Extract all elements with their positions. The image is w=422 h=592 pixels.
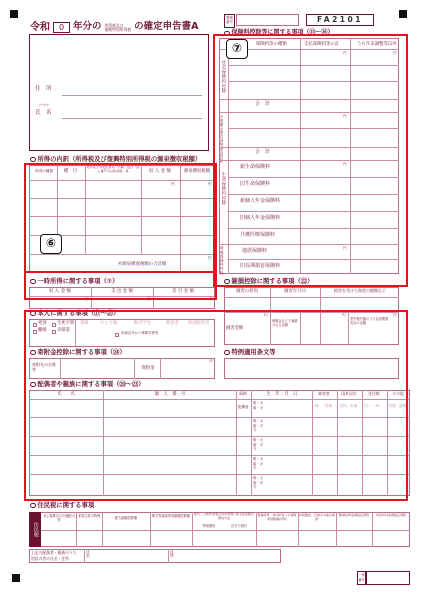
dependents-col-abroad: 国外居住 — [341, 391, 357, 396]
casualty-col-asset: 損害を受けた資産の種類など — [334, 288, 386, 293]
resident-col-prefecture: 都道府県条例指定寄附 — [338, 513, 369, 517]
insurance-section-title: 保険料控除等に関する事項（⑬〜⑯） — [224, 30, 334, 37]
yen-unit: 円 — [343, 246, 347, 250]
dependents-col-disability: 障害者 — [318, 391, 330, 396]
school-label: 年調以外かつ専修学校等 — [121, 331, 159, 335]
dependents-col-resident-tax: 住民税 — [368, 391, 380, 396]
insurance-col-type: 保険料等の種類 — [256, 42, 287, 47]
working-student-label: 勤労学生 — [134, 321, 152, 326]
yen-unit: 円 — [208, 256, 212, 260]
casualty-section-title: 雑損控除に関する事項（㉒） — [224, 278, 313, 285]
dependents-col-relation: 続柄 — [239, 391, 247, 396]
resident-col-stock-deduction: 株式等譲渡所得割額控除額 — [151, 514, 191, 518]
disability-tag: 障 — [315, 404, 319, 408]
resident-col-charity: 共同募金、日赤その他の寄附 — [299, 513, 336, 521]
resident-col-municipality: 市区町村条例指定寄附 — [375, 513, 406, 517]
lump-section-title: 一時所得に関する事項（⑦） — [30, 278, 118, 285]
era-label: 令和 — [30, 22, 50, 33]
life-row-pension-old: 旧個人年金保険料 — [240, 215, 281, 221]
resident-col-line — [102, 512, 103, 547]
lump-col-revenue: 収 入 金 額 — [49, 289, 71, 294]
dependents-col-number: 個 人 番 号 — [154, 392, 186, 397]
yen-unit: 円 — [343, 114, 347, 118]
yen-unit: 円 — [393, 51, 397, 55]
highlight-frame-6 — [24, 163, 217, 273]
casualty-col-cause: 損害の原因 — [236, 289, 258, 294]
income-col-payer: 給与などの支払者の「名称」及び「法人番号又は所在地」等 — [86, 165, 140, 173]
address-line — [62, 95, 202, 96]
yen-unit: 円 — [343, 51, 347, 55]
special-collection-label: 特別徴収 — [202, 524, 216, 528]
resident-col-hometown-donation: 都道府県、市区町村への寄附（特例控除対象） — [257, 513, 297, 521]
long-term-insurance-row: 旧長期損害保険料 — [240, 263, 281, 269]
spouse-label: 配偶者 — [238, 405, 249, 409]
social-insurance-label: 社会保険料控除 — [220, 60, 226, 94]
life-row-medical: 介護医療保険料 — [240, 232, 276, 238]
small-business-label: 小規模企業共済等掛金控除 — [220, 115, 225, 163]
life-insurance-group-label: 生命保険料控除 — [220, 172, 226, 206]
dependents-col-birthdate: 生 年 月 日 — [266, 392, 298, 397]
special-disabled-label: 特別障害者 — [188, 321, 210, 326]
divorced-label: 離婚 — [38, 328, 47, 333]
resident-col-dividend-deduction: 配当割額控除額 — [114, 516, 138, 520]
resident-side-label: 住民税 — [29, 512, 41, 547]
earthquake-group-label: 地震保険料控除 — [220, 246, 225, 275]
yen-unit: 円 — [343, 162, 347, 166]
personal-info-box — [29, 34, 209, 151]
highlight-frame-dependents — [24, 310, 408, 501]
reference-number-label: 整理 番号 — [224, 14, 235, 28]
income-col-withholding: 源泉徴収税額 — [183, 169, 211, 174]
resident-col-line — [336, 512, 337, 547]
lump-col-expense: 支 出 金 額 — [111, 289, 133, 294]
income-col-revenue: 収 入 金 額 — [149, 169, 171, 174]
era-options-row-5: 明・大 昭・平 令 — [253, 476, 264, 489]
withholding-total-label: ㊽源泉徴収税額の合計額 — [118, 262, 167, 267]
separate-address-label: 住所 — [170, 550, 176, 558]
life-row-new: 新生命保険料 — [240, 164, 271, 170]
donation-section-title: 寄附金控除に関する事項（㉔） — [30, 349, 126, 356]
title-main: の確定申告書A — [134, 21, 199, 33]
income-col-type: 所得の種類 — [35, 169, 53, 173]
name-label: 氏 名 — [35, 110, 52, 116]
title-small: 所得税及び 復興特別所得税 — [104, 22, 132, 32]
income-col-item: 種 目 — [63, 169, 78, 174]
badge-7: ⑦ — [226, 39, 248, 59]
era-options-row-3: 明・大 昭・平 令 — [253, 438, 264, 451]
yen-unit: 円 — [342, 313, 346, 317]
insurance-col-total: 支払保険料等の計 — [304, 42, 340, 47]
yen-unit: 円 — [209, 359, 213, 363]
small-total-label: 合 計 — [255, 149, 271, 155]
special-section-title: 特例適用条文等 — [224, 349, 276, 356]
serial-number-label: 一連 番号 — [357, 571, 366, 585]
separate-residence-divider — [168, 549, 169, 563]
resident-col-collection-method: 給与、公的年金等以外の所得に係る住民税の徴収方法 — [193, 512, 254, 520]
separate-residence-label: 上記の配偶者・親族のうち 別居の者の氏名・住所 — [31, 550, 77, 561]
widow-label: 寡婦 — [80, 321, 89, 326]
under16-tag: 16 — [375, 404, 380, 408]
self-payment-label: 自分で納付 — [231, 524, 247, 528]
casualty-disaster-label: 差引損失額のうち災害関連支出の金額 — [350, 317, 389, 325]
resident-circle-icon — [30, 503, 36, 509]
single-parent-label: ひとり親 — [100, 321, 118, 326]
resident-col-line — [372, 512, 373, 547]
era-options-row-1: 明・大 昭・平 — [253, 401, 264, 410]
furigana-label: フリガナ — [38, 103, 50, 107]
casualty-insurance-label: 保険金などで補填される金額 — [272, 319, 298, 327]
lump-col-difference: 差 引 金 額 — [172, 289, 194, 294]
casualty-col-date: 損害年月日 — [284, 289, 306, 294]
social-total-label: 合 計 — [255, 101, 271, 107]
insurance-col-nonyearend: うち年末調整等以外 — [357, 42, 397, 47]
resident-col-line — [256, 512, 257, 547]
casualty-loss-label: 損害金額 — [226, 326, 244, 331]
address-label: 住 所 — [35, 86, 52, 92]
era-options-row-4: 明・大 昭・平 令 — [253, 457, 264, 470]
badge-6: ⑥ — [40, 234, 62, 254]
separate-name-label: 氏名 — [86, 550, 92, 558]
income-section-title: 所得の内訳（所得税及び復興特別所得税の源泉徴収税額） — [30, 156, 201, 163]
life-row-pension-new: 新個人年金保険料 — [240, 198, 281, 204]
registration-mark-top-left — [10, 10, 18, 18]
resident-col-small-dividend: 非上場株式の少額配当等 — [43, 514, 75, 522]
era-options-row-2: 明・大 昭・平 令 — [253, 419, 264, 432]
resident-section-title: 住民税に関する事項 — [30, 502, 94, 509]
widowed-label: 死別 — [38, 321, 47, 326]
donation-name-label: 寄附先の名称等 — [32, 362, 56, 372]
dependents-col-name: 氏 名 — [57, 392, 75, 397]
registration-mark-top-right — [399, 10, 407, 18]
resident-col-line — [192, 512, 193, 547]
registration-mark-bottom-left — [12, 574, 20, 582]
highlight-frame-6-extension — [24, 271, 217, 300]
dependents-section-title: 配偶者や親族に関する事項（⑳〜㉓） — [30, 381, 145, 388]
yen-unit: 円 — [209, 297, 213, 301]
highlight-frame-7 — [213, 34, 408, 287]
personal-items-section-title: 本人に関する事項（⑰〜㉑） — [30, 310, 119, 317]
resident-col-line — [298, 512, 299, 547]
special-disability-tag: 特障 — [325, 404, 333, 408]
unreturned-label: 未帰還 — [57, 328, 70, 333]
yen-unit: 円 — [393, 313, 397, 317]
resident-col-line — [76, 512, 77, 547]
title-suffix: 年分の — [73, 21, 102, 33]
resident-header-line — [41, 530, 410, 531]
earthquake-row: 地震保険料 — [242, 248, 268, 254]
yen-unit: 円 — [264, 313, 268, 317]
form-code: FA2101 — [306, 14, 374, 26]
income-circle-icon — [30, 157, 36, 163]
life-row-old: 旧生命保険料 — [240, 181, 271, 187]
name-line — [62, 118, 202, 119]
same-tag: 同一 — [364, 404, 372, 408]
resident-col-nonresident: 非居住者の特例 — [77, 514, 101, 518]
abroad-tag: 国外 — [340, 404, 348, 408]
adjust-tag: 調整 — [399, 404, 407, 408]
missing-label: 生死不明 — [57, 321, 75, 326]
yen-unit: 円 — [171, 182, 175, 186]
yen-unit: 円 — [85, 297, 89, 301]
separate-residence-divider — [84, 549, 85, 563]
resident-col-line — [150, 512, 151, 547]
year-field[interactable]: 0 — [53, 22, 70, 33]
yen-unit: 円 — [208, 182, 212, 186]
disabled-label: 障害者 — [166, 321, 179, 326]
separate-tag: 別居 — [389, 404, 397, 408]
form-title — [30, 22, 198, 34]
donation-amount-label: 寄附金 — [141, 366, 155, 371]
yen-unit: 円 — [147, 297, 151, 301]
dependents-col-other: その他 — [392, 391, 404, 396]
casualty-header-line — [224, 297, 399, 298]
serial-number-field[interactable] — [366, 571, 410, 585]
year-end-tag: 年調 — [350, 404, 358, 408]
reference-number-field[interactable] — [236, 14, 299, 26]
